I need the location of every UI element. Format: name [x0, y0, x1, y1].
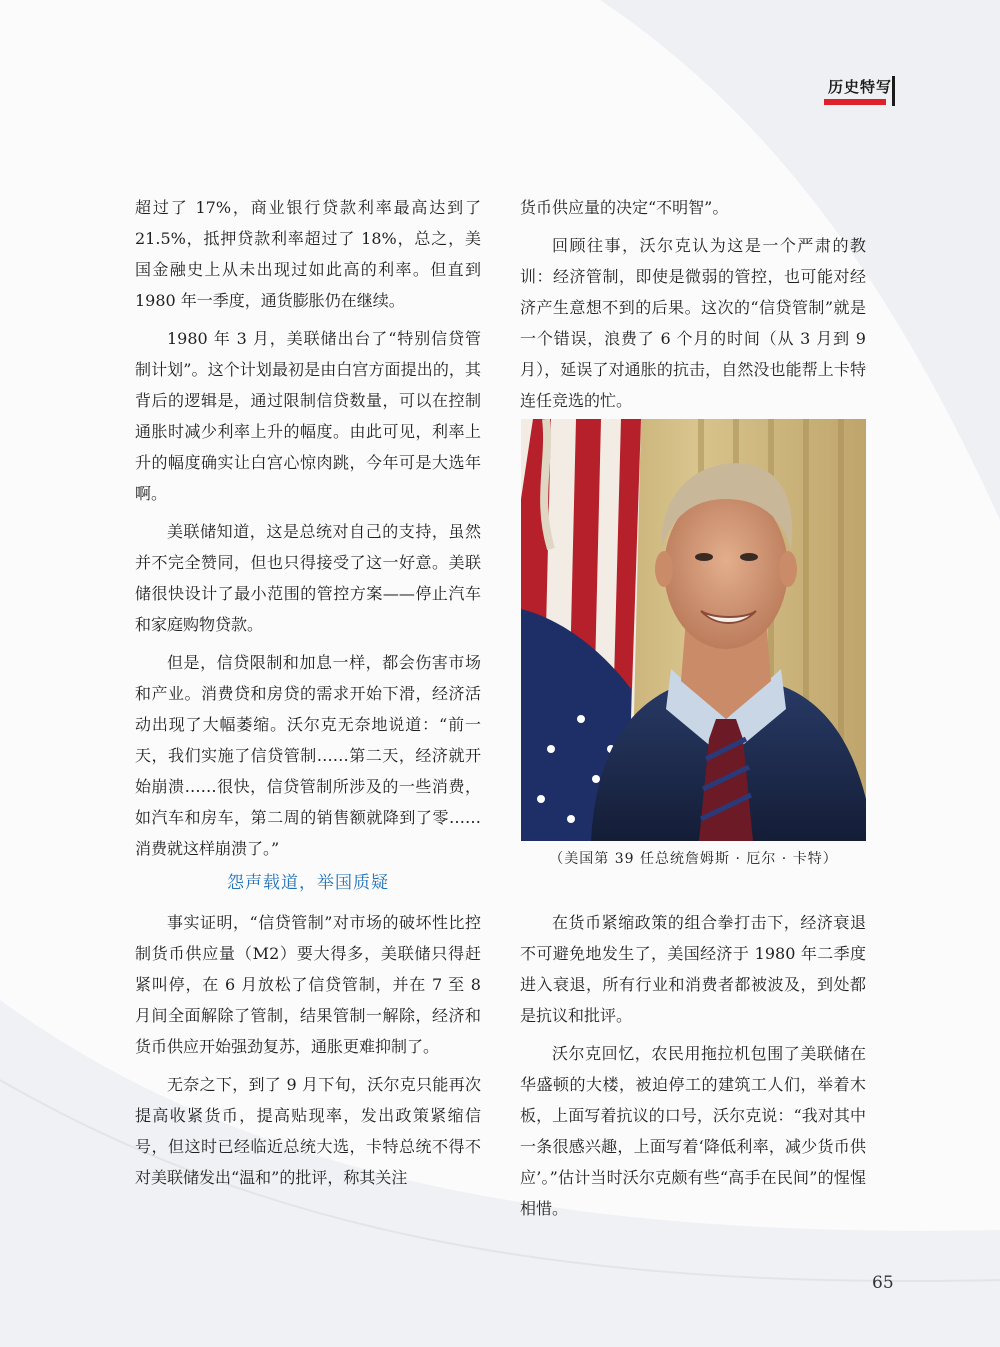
right-column-top: [520, 192, 866, 416]
paragraph: 无奈之下，到了 9 月下旬，沃尔克只能再次提高收紧货币，提高贴现率，发出政策紧缩信号，但这时已经临近总统大选，卡特总统不得不对美联储发出“温和”的批评，称其关注: [135, 1075, 481, 1187]
left-column-bottom: [135, 907, 481, 1193]
right-column-bottom: [520, 907, 866, 1224]
paragraph: 1980 年 3 月，美联储出台了“特别信贷管制计划”。这个计划最初是由白宫方面提出的，其背后的逻辑是，通过限制信贷数量，可以在控制通胀时减少利率上升的幅度。由此可见，利率上升的幅度确实让白宫心惊肉跳，今年可是大选年啊。: [135, 329, 481, 503]
section-title: 历史特写: [827, 78, 892, 96]
section-tag: [824, 76, 892, 105]
photo-caption: （美国第 39 任总统詹姆斯 · 厄尔 · 卡特）: [549, 851, 838, 867]
paragraph: 事实证明，“信贷管制”对市场的破坏性比控制货币供应量（M2）要大得多，美联储只得赶紧叫停，在 6 月放松了信贷管制，并在 7 至 8 月间全面解除了管制，结果管制一解除，经济和货币供应开始强劲复苏，通胀更难抑制了。: [135, 913, 481, 1056]
section-subheading: 怨声载道，举国质疑: [227, 873, 389, 893]
paragraph: 货币供应量的决定“不明智”。: [520, 198, 729, 217]
paragraph: 但是，信贷限制和加息一样，都会伤害市场和产业。消费贷和房贷的需求开始下滑，经济活动出现了大幅萎缩。沃尔克无奈地说道：“前一天，我们实施了信贷管制……第二天，经济就开始崩溃……很快，信贷管制所涉及的一些消费，如汽车和房车，第二周的销售额就降到了零……消费就这样崩溃了。”: [135, 653, 481, 858]
paragraph: 美联储知道，这是总统对自己的支持，虽然并不完全赞同，但也只得接受了这一好意。美联储很快设计了最小范围的管控方案——停止汽车和家庭购物贷款。: [135, 522, 481, 634]
page-number: 65: [872, 1273, 894, 1293]
section-divider: [892, 76, 895, 106]
portrait-photo: [521, 419, 866, 841]
left-column-top: [135, 192, 481, 864]
paragraph: 沃尔克回忆，农民用拖拉机包围了美联储在华盛顿的大楼，被迫停工的建筑工人们，举着木板，上面写着抗议的口号，沃尔克说：“我对其中一条很感兴趣，上面写着‘降低利率，减少货币供应’。”估计当时沃尔克颇有些“高手在民间”的惺惺相惜。: [520, 1044, 866, 1218]
paragraph: 回顾往事，沃尔克认为这是一个严肃的教训：经济管制，即使是微弱的管控，也可能对经济产生意想不到的后果。这次的“信贷管制”就是一个错误，浪费了 6 个月的时间（从 3 月到 9 月），延误了对通胀的抗击，自然没也能帮上卡特连任竞选的忙。: [520, 236, 866, 410]
paragraph: 在货币紧缩政策的组合拳打击下，经济衰退不可避免地发生了，美国经济于 1980 年二季度进入衰退，所有行业和消费者都被波及，到处都是抗议和批评。: [520, 913, 866, 1025]
section-accent-bar: [824, 99, 886, 105]
paragraph: 超过了 17%，商业银行贷款利率最高达到了 21.5%，抵押贷款利率超过了 18%，总之，美国金融史上从未出现过如此高的利率。但直到 1980 年一季度，通货膨胀仍在继续。: [135, 198, 481, 310]
